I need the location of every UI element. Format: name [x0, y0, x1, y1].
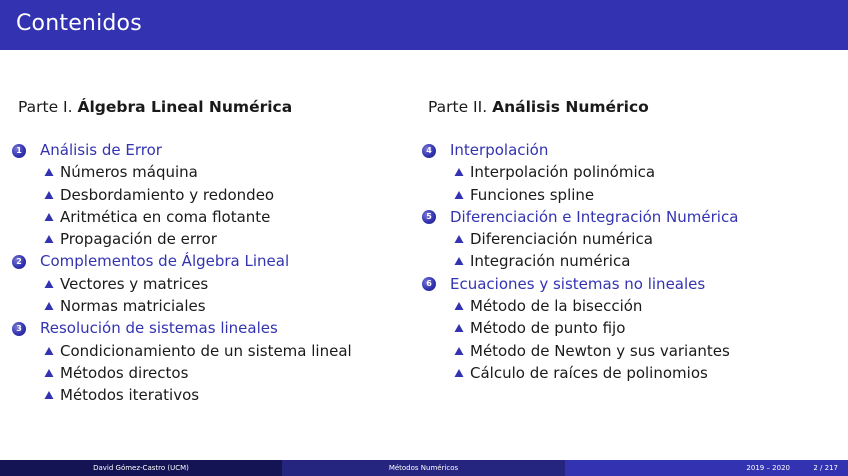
- footer-bar: [0, 460, 848, 476]
- section-number-ball: 1: [12, 144, 26, 158]
- subsection-title: Cálculo de raíces de polinomios: [470, 363, 708, 382]
- toc-section-link[interactable]: [18, 139, 352, 161]
- toc-subsection-link[interactable]: [428, 250, 738, 272]
- toc-section-link[interactable]: [18, 317, 352, 339]
- section-number-ball: 2: [12, 255, 26, 269]
- subsection-title: Condicionamiento de un sistema lineal: [60, 341, 352, 360]
- subsection-title: Método de punto fijo: [470, 319, 626, 338]
- subsection-title: Diferenciación numérica: [470, 230, 653, 249]
- triangle-bullet-icon: [454, 346, 464, 356]
- triangle-bullet-icon: [44, 212, 54, 222]
- section-title: Resolución de sistemas lineales: [40, 319, 278, 338]
- subsection-title: Método de la bisección: [470, 297, 643, 316]
- part-prefix: Parte I.: [18, 98, 73, 116]
- frame-title-bar: [0, 0, 848, 50]
- subsection-title: Números máquina: [60, 163, 198, 182]
- triangle-bullet-icon: [454, 167, 464, 177]
- toc-column-part-1: [18, 96, 352, 407]
- triangle-bullet-icon: [44, 167, 54, 177]
- toc-section-link[interactable]: [18, 250, 352, 272]
- footer-author: David Gómez-Castro (UCM): [0, 460, 282, 476]
- toc-subsection-link[interactable]: [428, 161, 738, 183]
- triangle-bullet-icon: [44, 279, 54, 289]
- section-number-ball: 6: [422, 277, 436, 291]
- subsection-title: Funciones spline: [470, 185, 595, 204]
- triangle-bullet-icon: [44, 234, 54, 244]
- part-heading: [18, 96, 352, 118]
- toc-subsection-link[interactable]: [18, 340, 352, 362]
- toc-subsection-link[interactable]: [428, 228, 738, 250]
- toc-subsection-link[interactable]: [18, 295, 352, 317]
- section-number-ball: 3: [12, 322, 26, 336]
- toc-subsection-link[interactable]: [18, 384, 352, 406]
- subsection-title: Aritmética en coma flotante: [60, 207, 271, 226]
- subsection-title: Desbordamiento y redondeo: [60, 185, 275, 204]
- part-heading: [428, 96, 738, 118]
- toc-subsection-link[interactable]: [428, 340, 738, 362]
- toc-subsection-link[interactable]: [428, 295, 738, 317]
- section-number-ball: 4: [422, 144, 436, 158]
- triangle-bullet-icon: [44, 390, 54, 400]
- toc-subsection-link[interactable]: [18, 228, 352, 250]
- section-title: Diferenciación e Integración Numérica: [450, 207, 739, 226]
- triangle-bullet-icon: [454, 301, 464, 311]
- subsection-title: Métodos directos: [60, 363, 189, 382]
- subsection-title: Vectores y matrices: [60, 274, 209, 293]
- triangle-bullet-icon: [44, 368, 54, 378]
- triangle-bullet-icon: [454, 190, 464, 200]
- triangle-bullet-icon: [454, 256, 464, 266]
- footer-course: Métodos Numéricos: [282, 460, 565, 476]
- section-title: Ecuaciones y sistemas no lineales: [450, 274, 706, 293]
- triangle-bullet-icon: [454, 368, 464, 378]
- subsection-title: Propagación de error: [60, 230, 217, 249]
- toc-subsection-link[interactable]: [18, 273, 352, 295]
- toc-subsection-link[interactable]: [428, 317, 738, 339]
- toc-subsection-link[interactable]: [18, 362, 352, 384]
- toc-subsection-link[interactable]: [18, 184, 352, 206]
- part-title: Análisis Numérico: [492, 98, 649, 116]
- triangle-bullet-icon: [454, 323, 464, 333]
- toc-section-link[interactable]: [428, 273, 738, 295]
- section-number-ball: 5: [422, 210, 436, 224]
- section-title: Complementos de Álgebra Lineal: [40, 252, 290, 271]
- part-prefix: Parte II.: [428, 98, 488, 116]
- toc-column-part-2: [428, 96, 738, 384]
- toc-section-link[interactable]: [428, 139, 738, 161]
- toc-subsection-link[interactable]: [18, 161, 352, 183]
- toc-subsection-link[interactable]: [428, 362, 738, 384]
- toc-subsection-link[interactable]: [428, 184, 738, 206]
- triangle-bullet-icon: [454, 234, 464, 244]
- triangle-bullet-icon: [44, 301, 54, 311]
- subsection-title: Método de Newton y sus variantes: [470, 341, 730, 360]
- toc-section-link[interactable]: [428, 206, 738, 228]
- subsection-title: Interpolación polinómica: [470, 163, 656, 182]
- part-title: Álgebra Lineal Numérica: [77, 98, 293, 116]
- footer-date: 2019 – 2020: [746, 464, 790, 472]
- triangle-bullet-icon: [44, 190, 54, 200]
- section-title: Interpolación: [450, 141, 549, 159]
- footer-info: [565, 460, 848, 476]
- subsection-title: Integración numérica: [470, 252, 631, 271]
- frame-title: Contenidos: [16, 11, 142, 36]
- footer-page-number: 2 / 217: [813, 464, 838, 472]
- section-title: Análisis de Error: [40, 141, 162, 159]
- toc-subsection-link[interactable]: [18, 206, 352, 228]
- subsection-title: Métodos iterativos: [60, 386, 200, 405]
- triangle-bullet-icon: [44, 346, 54, 356]
- subsection-title: Normas matriciales: [60, 297, 206, 316]
